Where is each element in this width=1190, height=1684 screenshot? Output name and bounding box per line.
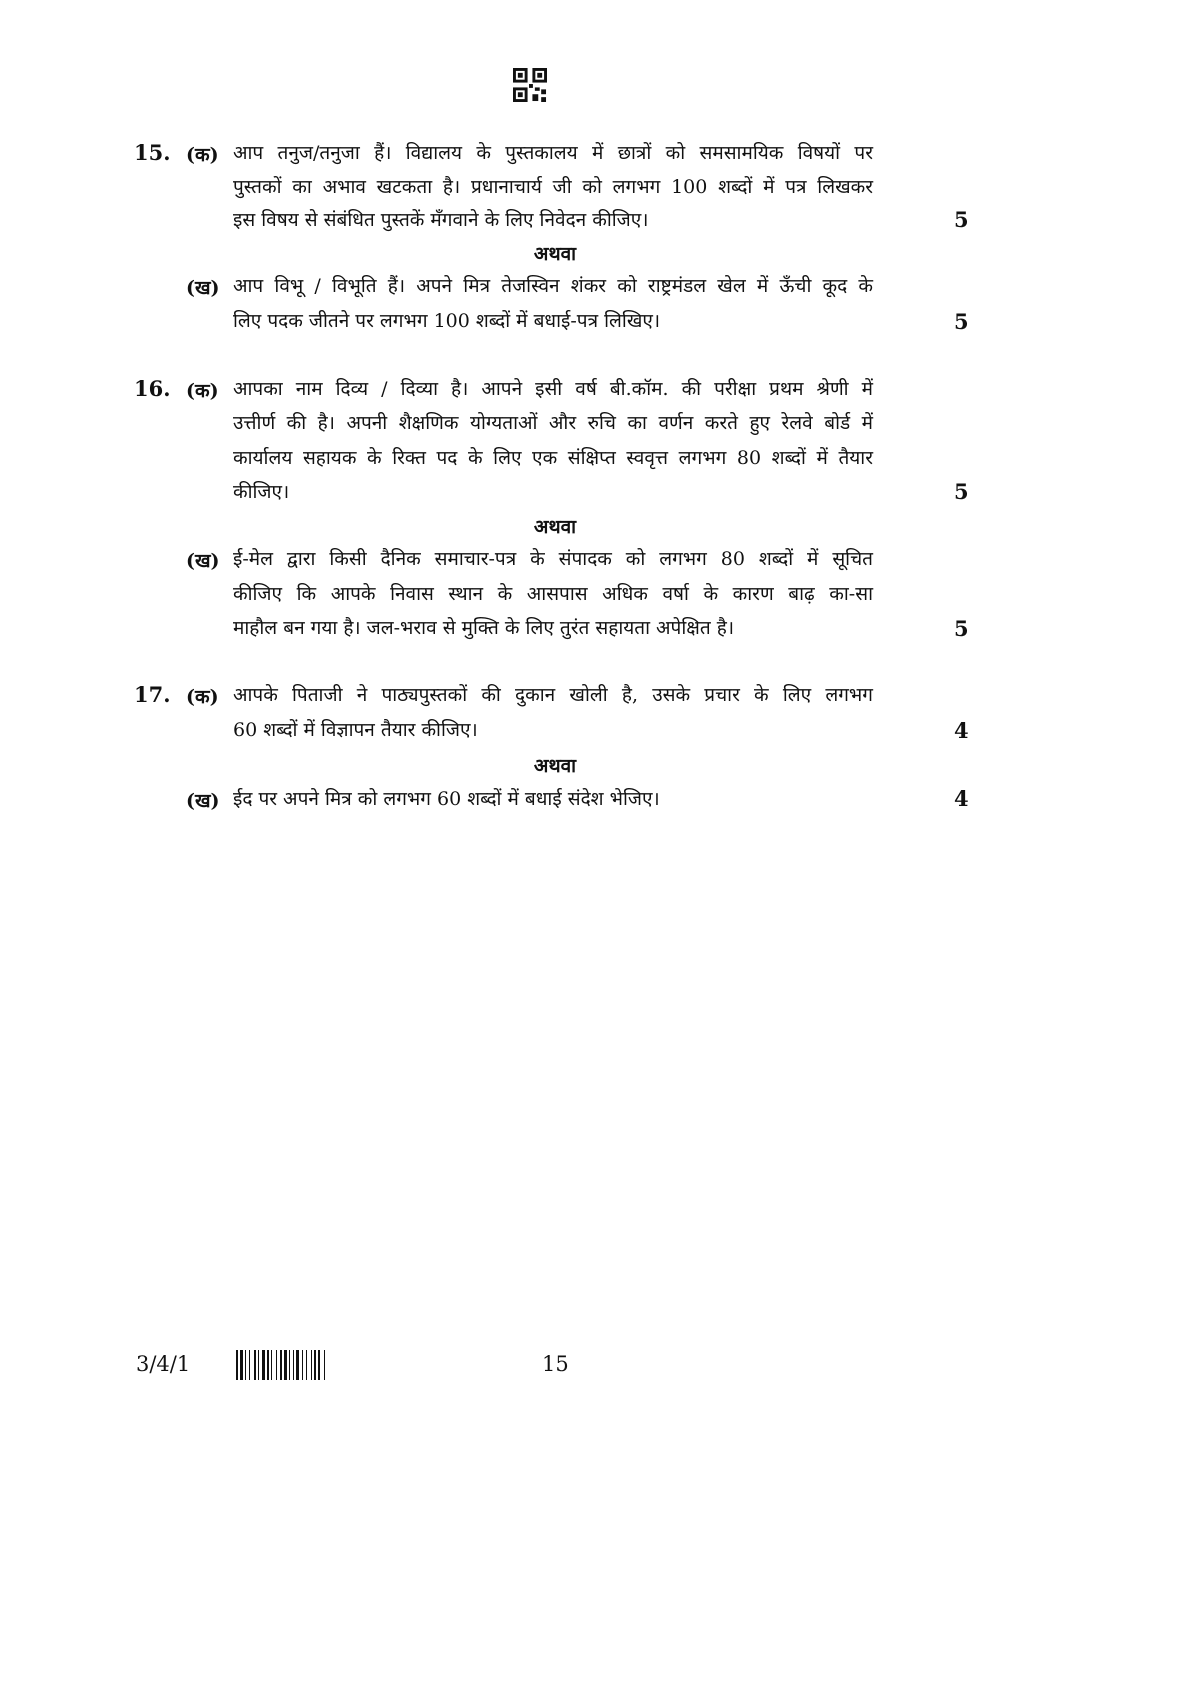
marks: 5 bbox=[954, 309, 969, 334]
option-label: (ख) bbox=[186, 277, 220, 299]
page-number: 15 bbox=[542, 1352, 569, 1376]
paper-code: 3/4/1 bbox=[136, 1352, 191, 1376]
marks: 4 bbox=[954, 786, 969, 811]
question-line: कीजिए। bbox=[233, 481, 290, 503]
question-line: आप तनुज/तनुजा हैं। विद्यालय के पुस्तकालय में छात्रों को समसामयिक विषयों पर bbox=[233, 142, 873, 164]
marks: 5 bbox=[954, 616, 969, 641]
or-separator: अथवा bbox=[533, 516, 577, 538]
question-line: कीजिए कि आपके निवास स्थान के आसपास अधिक वर्षा के कारण बाढ़ का-सा bbox=[233, 583, 873, 605]
question-line: 60 शब्दों में विज्ञापन तैयार कीजिए। bbox=[233, 719, 478, 741]
question-number: 15. bbox=[134, 140, 171, 165]
question-line: इस विषय से संबंधित पुस्तकें मँगवाने के लिए निवेदन कीजिए। bbox=[233, 209, 649, 231]
question-line: उत्तीर्ण की है। अपनी शैक्षणिक योग्यताओं और रुचि का वर्णन करते हुए रेलवे बोर्ड में bbox=[233, 412, 873, 434]
marks: 5 bbox=[954, 207, 969, 232]
question-line: पुस्तकों का अभाव खटकता है। प्रधानाचार्य जी को लगभग 100 शब्दों में पत्र लिखकर bbox=[233, 176, 873, 198]
question-line: ईद पर अपने मित्र को लगभग 60 शब्दों में बधाई संदेश भेजिए। bbox=[233, 788, 660, 810]
option-label: (क) bbox=[186, 144, 219, 166]
option-label: (ख) bbox=[186, 550, 220, 572]
option-label: (क) bbox=[186, 686, 219, 708]
question-line: आपके पिताजी ने पाठ्यपुस्तकों की दुकान खोली है, उसके प्रचार के लिए लगभग bbox=[233, 684, 873, 706]
question-line: लिए पदक जीतने पर लगभग 100 शब्दों में बधाई-पत्र लिखिए। bbox=[233, 310, 661, 332]
or-separator: अथवा bbox=[533, 243, 577, 265]
question-line: ई-मेल द्वारा किसी दैनिक समाचार-पत्र के संपादक को लगभग 80 शब्दों में सूचित bbox=[233, 548, 873, 570]
option-label: (क) bbox=[186, 380, 219, 402]
marks: 5 bbox=[954, 479, 969, 504]
barcode bbox=[236, 1350, 381, 1380]
qr-code bbox=[513, 68, 547, 102]
question-number: 17. bbox=[134, 682, 171, 707]
or-separator: अथवा bbox=[533, 755, 577, 777]
marks: 4 bbox=[954, 718, 969, 743]
question-line: आप विभू / विभूति हैं। अपने मित्र तेजस्विन शंकर को राष्ट्रमंडल खेल में ऊँची कूद के bbox=[233, 275, 873, 297]
question-number: 16. bbox=[134, 376, 171, 401]
question-line: माहौल बन गया है। जल-भराव से मुक्ति के लिए तुरंत सहायता अपेक्षित है। bbox=[233, 617, 735, 639]
option-label: (ख) bbox=[186, 790, 220, 812]
question-line: आपका नाम दिव्य / दिव्या है। आपने इसी वर्ष बी.कॉम. की परीक्षा प्रथम श्रेणी में bbox=[233, 378, 873, 400]
question-line: कार्यालय सहायक के रिक्त पद के लिए एक संक्षिप्त स्ववृत्त लगभग 80 शब्दों में तैयार bbox=[233, 447, 873, 469]
